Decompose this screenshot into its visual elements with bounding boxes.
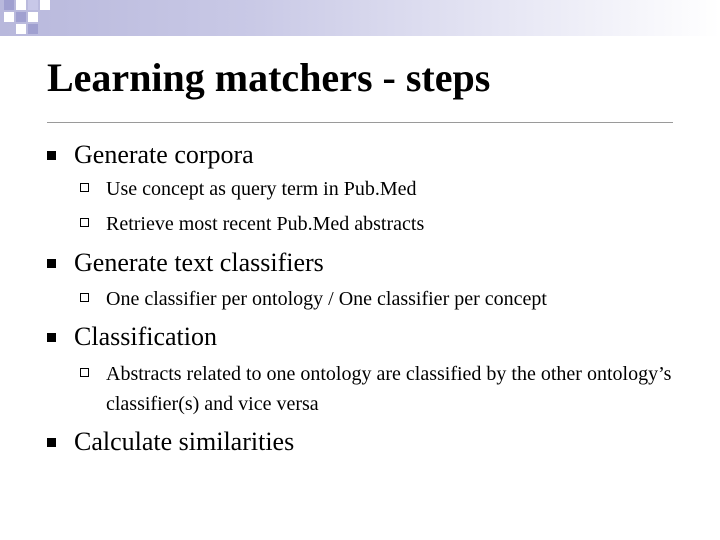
sub-bullet-text: One classifier per ontology / One classifier per concept xyxy=(106,288,547,310)
bullet-text: Generate corpora xyxy=(74,140,254,169)
hollow-square-bullet-icon xyxy=(80,183,89,192)
square-bullet-icon xyxy=(47,438,56,447)
square-bullet-icon xyxy=(47,259,56,268)
sub-bullet-text: Abstracts related to one ontology are classified by the other ontology’s classifier(s) and vice versa xyxy=(106,363,672,415)
hollow-square-bullet-icon xyxy=(80,293,89,302)
hollow-square-bullet-icon xyxy=(80,368,89,377)
square-bullet-icon xyxy=(47,333,56,342)
square-bullet-icon xyxy=(47,151,56,160)
title-divider xyxy=(47,122,673,123)
sub-bullet-text: Use concept as query term in Pub.Med xyxy=(106,178,417,200)
bullet-text: Classification xyxy=(74,322,217,351)
bullet-text: Generate text classifiers xyxy=(74,248,324,277)
hollow-square-bullet-icon xyxy=(80,218,89,227)
header-band xyxy=(0,0,720,36)
sub-bullet-text: Retrieve most recent Pub.Med abstracts xyxy=(106,213,425,235)
slide-title: Learning matchers - steps xyxy=(47,55,491,100)
bullet-text: Calculate similarities xyxy=(74,427,295,456)
